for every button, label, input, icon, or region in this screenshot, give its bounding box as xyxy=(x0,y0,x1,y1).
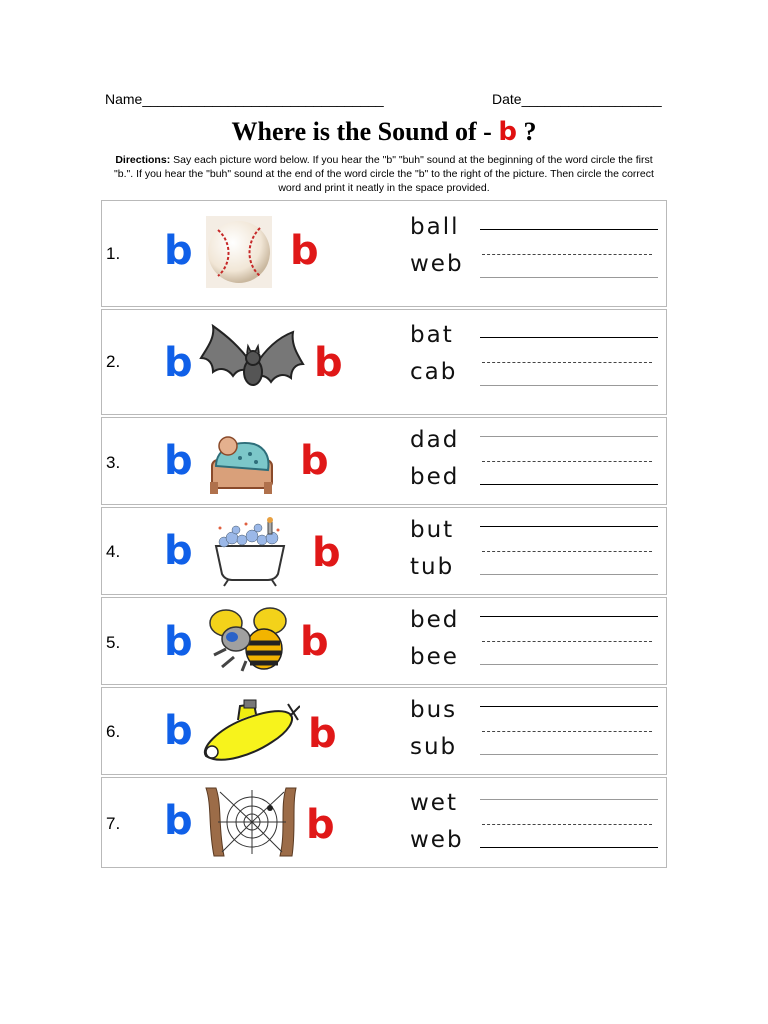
second-letter-option[interactable]: b xyxy=(300,619,329,665)
writing-line-base[interactable] xyxy=(480,754,658,755)
writing-line-mid xyxy=(482,731,652,732)
word-option-1[interactable]: bat xyxy=(410,322,454,348)
writing-line-top xyxy=(480,337,658,338)
writing-line-top xyxy=(480,706,658,707)
word-option-2[interactable]: web xyxy=(410,827,464,853)
word-option-1[interactable]: bed xyxy=(410,607,460,633)
word-option-2[interactable]: bee xyxy=(410,644,459,670)
worksheet-title xyxy=(0,117,768,147)
word-option-2[interactable]: bed xyxy=(410,464,460,490)
second-letter-option[interactable]: b xyxy=(290,228,319,274)
row-number: 5. xyxy=(106,633,121,652)
bathtub-icon xyxy=(212,516,288,593)
writing-line-top xyxy=(480,799,658,800)
word-option-2[interactable]: cab xyxy=(410,359,458,385)
exercise-row-5 xyxy=(101,597,667,685)
row-number: 3. xyxy=(106,453,121,472)
row-number: 6. xyxy=(106,722,121,741)
bed-icon xyxy=(206,426,278,503)
second-letter-option[interactable]: b xyxy=(308,711,337,757)
writing-line-mid xyxy=(482,254,652,255)
exercise-row-7 xyxy=(101,777,667,868)
title-prefix: Where is the Sound of - xyxy=(231,117,499,146)
directions-text: Say each picture word below. If you hear the "b" "buh" sound at the beginning of the word circle the first "b.". If you hear the "buh" sound at the end of the word circle the "b" to the right of the picture. Then circle the correct word and print it neatly in the space provided. xyxy=(114,154,654,194)
writing-line-top xyxy=(480,526,658,527)
second-letter-option[interactable]: b xyxy=(306,802,335,848)
word-option-2[interactable]: sub xyxy=(410,734,458,760)
exercise-rows xyxy=(101,200,667,870)
second-letter-option[interactable]: b xyxy=(314,340,343,386)
directions-label: Directions: xyxy=(115,154,171,166)
writing-line-mid xyxy=(482,551,652,552)
title-suffix: ? xyxy=(516,117,537,146)
writing-line-base[interactable] xyxy=(480,484,658,485)
word-option-1[interactable]: dad xyxy=(410,427,460,453)
exercise-row-4 xyxy=(101,507,667,595)
writing-line-top xyxy=(480,229,658,230)
second-letter-option[interactable]: b xyxy=(312,530,341,576)
writing-line-top xyxy=(480,436,658,437)
exercise-row-3 xyxy=(101,417,667,505)
writing-line-mid xyxy=(482,641,652,642)
writing-line-base[interactable] xyxy=(480,574,658,575)
title-letter: b xyxy=(498,117,517,147)
writing-line-base[interactable] xyxy=(480,664,658,665)
directions xyxy=(110,153,658,195)
word-option-1[interactable]: ball xyxy=(410,214,460,240)
word-option-1[interactable]: wet xyxy=(410,790,458,816)
row-number: 1. xyxy=(106,244,121,263)
submarine-icon xyxy=(198,694,300,775)
word-option-2[interactable]: web xyxy=(410,251,464,277)
word-option-2[interactable]: tub xyxy=(410,554,455,580)
word-option-1[interactable]: bus xyxy=(410,697,458,723)
bat-icon xyxy=(199,324,305,405)
row-number: 4. xyxy=(106,542,121,561)
spider-web-icon xyxy=(204,786,298,863)
first-letter-option[interactable]: b xyxy=(164,438,193,484)
first-letter-option[interactable]: b xyxy=(164,798,193,844)
writing-line-mid xyxy=(482,362,652,363)
word-option-1[interactable]: but xyxy=(410,517,455,543)
first-letter-option[interactable]: b xyxy=(164,528,193,574)
row-number: 7. xyxy=(106,814,121,833)
exercise-row-2 xyxy=(101,309,667,415)
baseball-icon xyxy=(206,216,272,293)
writing-line-mid xyxy=(482,461,652,462)
name-field-label: Name_______________________________ xyxy=(105,91,384,107)
exercise-row-6 xyxy=(101,687,667,775)
writing-line-top xyxy=(480,616,658,617)
writing-line-base[interactable] xyxy=(480,385,658,386)
first-letter-option[interactable]: b xyxy=(164,619,193,665)
writing-line-base[interactable] xyxy=(480,277,658,278)
exercise-row-1 xyxy=(101,200,667,307)
row-number: 2. xyxy=(106,352,121,371)
bee-icon xyxy=(206,605,292,684)
writing-line-base[interactable] xyxy=(480,847,658,848)
first-letter-option[interactable]: b xyxy=(164,708,193,754)
writing-line-mid xyxy=(482,824,652,825)
second-letter-option[interactable]: b xyxy=(300,438,329,484)
first-letter-option[interactable]: b xyxy=(164,340,193,386)
first-letter-option[interactable]: b xyxy=(164,228,193,274)
date-field-label: Date__________________ xyxy=(492,91,662,107)
